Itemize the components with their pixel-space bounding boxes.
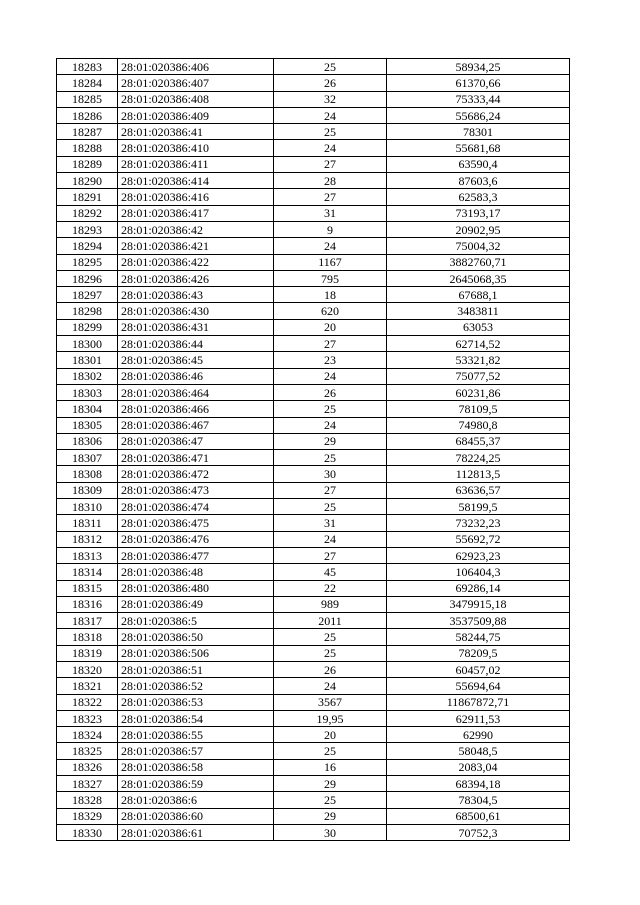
table-row (57, 710, 570, 726)
value-cell: 70752,3 (387, 824, 570, 840)
row-number-cell: 18284 (57, 75, 118, 91)
cadastral-number-cell: 28:01:020386:471 (118, 450, 274, 466)
table-row (57, 59, 570, 75)
area-cell: 27 (274, 189, 387, 205)
row-number-cell: 18316 (57, 596, 118, 612)
table-row (57, 433, 570, 449)
value-cell: 63590,4 (387, 156, 570, 172)
row-number-cell: 18303 (57, 384, 118, 400)
area-cell: 31 (274, 515, 387, 531)
cadastral-number-cell: 28:01:020386:411 (118, 156, 274, 172)
table-row (57, 221, 570, 237)
cadastral-number-cell: 28:01:020386:43 (118, 287, 274, 303)
cadastral-number-cell: 28:01:020386:472 (118, 466, 274, 482)
table-row (57, 727, 570, 743)
cadastral-number-cell: 28:01:020386:55 (118, 727, 274, 743)
value-cell: 55694,64 (387, 678, 570, 694)
value-cell: 75333,44 (387, 91, 570, 107)
area-cell: 20 (274, 727, 387, 743)
value-cell: 68455,37 (387, 433, 570, 449)
cadastral-number-cell: 28:01:020386:409 (118, 107, 274, 123)
table-row (57, 466, 570, 482)
row-number-cell: 18307 (57, 450, 118, 466)
cadastral-number-cell: 28:01:020386:58 (118, 759, 274, 775)
cadastral-number-cell: 28:01:020386:59 (118, 776, 274, 792)
row-number-cell: 18326 (57, 759, 118, 775)
cadastral-number-cell: 28:01:020386:5 (118, 613, 274, 629)
row-number-cell: 18299 (57, 319, 118, 335)
cadastral-number-cell: 28:01:020386:464 (118, 384, 274, 400)
cadastral-number-cell: 28:01:020386:407 (118, 75, 274, 91)
area-cell: 27 (274, 336, 387, 352)
area-cell: 32 (274, 91, 387, 107)
value-cell: 69286,14 (387, 580, 570, 596)
row-number-cell: 18283 (57, 59, 118, 75)
value-cell: 74980,8 (387, 417, 570, 433)
cadastral-number-cell: 28:01:020386:408 (118, 91, 274, 107)
table-row (57, 645, 570, 661)
value-cell: 78301 (387, 124, 570, 140)
data-table (56, 58, 570, 841)
row-number-cell: 18293 (57, 221, 118, 237)
value-cell: 3537509,88 (387, 613, 570, 629)
row-number-cell: 18318 (57, 629, 118, 645)
row-number-cell: 18297 (57, 287, 118, 303)
value-cell: 106404,3 (387, 564, 570, 580)
value-cell: 75004,32 (387, 238, 570, 254)
table-row (57, 613, 570, 629)
cadastral-number-cell: 28:01:020386:47 (118, 433, 274, 449)
cadastral-number-cell: 28:01:020386:475 (118, 515, 274, 531)
row-number-cell: 18294 (57, 238, 118, 254)
area-cell: 1167 (274, 254, 387, 270)
table-row (57, 75, 570, 91)
row-number-cell: 18314 (57, 564, 118, 580)
area-cell: 23 (274, 352, 387, 368)
table-row (57, 91, 570, 107)
cadastral-number-cell: 28:01:020386:426 (118, 270, 274, 286)
row-number-cell: 18315 (57, 580, 118, 596)
table-row (57, 759, 570, 775)
cadastral-number-cell: 28:01:020386:54 (118, 710, 274, 726)
value-cell: 78209,5 (387, 645, 570, 661)
table-row (57, 303, 570, 319)
row-number-cell: 18308 (57, 466, 118, 482)
table-row (57, 173, 570, 189)
table-row (57, 336, 570, 352)
table-row (57, 205, 570, 221)
row-number-cell: 18286 (57, 107, 118, 123)
cadastral-number-cell: 28:01:020386:60 (118, 808, 274, 824)
table-row (57, 531, 570, 547)
cadastral-number-cell: 28:01:020386:431 (118, 319, 274, 335)
area-cell: 25 (274, 59, 387, 75)
cadastral-number-cell: 28:01:020386:52 (118, 678, 274, 694)
table-row (57, 368, 570, 384)
cadastral-number-cell: 28:01:020386:6 (118, 792, 274, 808)
value-cell: 73193,17 (387, 205, 570, 221)
area-cell: 29 (274, 776, 387, 792)
table-row (57, 629, 570, 645)
value-cell: 3479915,18 (387, 596, 570, 612)
value-cell: 2645068,35 (387, 270, 570, 286)
value-cell: 62990 (387, 727, 570, 743)
value-cell: 11867872,71 (387, 694, 570, 710)
cadastral-number-cell: 28:01:020386:61 (118, 824, 274, 840)
area-cell: 24 (274, 678, 387, 694)
row-number-cell: 18309 (57, 482, 118, 498)
area-cell: 26 (274, 75, 387, 91)
table-row (57, 792, 570, 808)
value-cell: 112813,5 (387, 466, 570, 482)
value-cell: 55681,68 (387, 140, 570, 156)
cadastral-number-cell: 28:01:020386:57 (118, 743, 274, 759)
area-cell: 24 (274, 238, 387, 254)
row-number-cell: 18317 (57, 613, 118, 629)
cadastral-number-cell: 28:01:020386:42 (118, 221, 274, 237)
area-cell: 27 (274, 482, 387, 498)
cadastral-number-cell: 28:01:020386:480 (118, 580, 274, 596)
table-row (57, 678, 570, 694)
table-body (57, 59, 570, 841)
value-cell: 67688,1 (387, 287, 570, 303)
row-number-cell: 18330 (57, 824, 118, 840)
table-row (57, 156, 570, 172)
area-cell: 25 (274, 124, 387, 140)
area-cell: 3567 (274, 694, 387, 710)
value-cell: 58199,5 (387, 499, 570, 515)
table-row (57, 547, 570, 563)
value-cell: 75077,52 (387, 368, 570, 384)
table-row (57, 140, 570, 156)
area-cell: 24 (274, 368, 387, 384)
value-cell: 73232,23 (387, 515, 570, 531)
area-cell: 22 (274, 580, 387, 596)
cadastral-number-cell: 28:01:020386:49 (118, 596, 274, 612)
area-cell: 25 (274, 499, 387, 515)
table-row (57, 352, 570, 368)
area-cell: 27 (274, 547, 387, 563)
row-number-cell: 18329 (57, 808, 118, 824)
value-cell: 55686,24 (387, 107, 570, 123)
row-number-cell: 18327 (57, 776, 118, 792)
row-number-cell: 18321 (57, 678, 118, 694)
row-number-cell: 18288 (57, 140, 118, 156)
row-number-cell: 18285 (57, 91, 118, 107)
area-cell: 2011 (274, 613, 387, 629)
row-number-cell: 18322 (57, 694, 118, 710)
value-cell: 78109,5 (387, 401, 570, 417)
area-cell: 795 (274, 270, 387, 286)
value-cell: 62583,3 (387, 189, 570, 205)
cadastral-number-cell: 28:01:020386:41 (118, 124, 274, 140)
area-cell: 30 (274, 466, 387, 482)
row-number-cell: 18289 (57, 156, 118, 172)
row-number-cell: 18296 (57, 270, 118, 286)
table-row (57, 238, 570, 254)
cadastral-number-cell: 28:01:020386:466 (118, 401, 274, 417)
table-row (57, 515, 570, 531)
row-number-cell: 18320 (57, 661, 118, 677)
row-number-cell: 18302 (57, 368, 118, 384)
table-row (57, 824, 570, 840)
row-number-cell: 18290 (57, 173, 118, 189)
value-cell: 20902,95 (387, 221, 570, 237)
table-row (57, 384, 570, 400)
area-cell: 31 (274, 205, 387, 221)
value-cell: 68500,61 (387, 808, 570, 824)
value-cell: 68394,18 (387, 776, 570, 792)
table-row (57, 319, 570, 335)
cadastral-number-cell: 28:01:020386:474 (118, 499, 274, 515)
table-row (57, 776, 570, 792)
cadastral-number-cell: 28:01:020386:467 (118, 417, 274, 433)
value-cell: 58048,5 (387, 743, 570, 759)
row-number-cell: 18311 (57, 515, 118, 531)
value-cell: 58244,75 (387, 629, 570, 645)
cadastral-number-cell: 28:01:020386:430 (118, 303, 274, 319)
cadastral-number-cell: 28:01:020386:414 (118, 173, 274, 189)
row-number-cell: 18323 (57, 710, 118, 726)
area-cell: 29 (274, 808, 387, 824)
value-cell: 87603,6 (387, 173, 570, 189)
value-cell: 2083,04 (387, 759, 570, 775)
value-cell: 78304,5 (387, 792, 570, 808)
table-row (57, 189, 570, 205)
cadastral-number-cell: 28:01:020386:473 (118, 482, 274, 498)
value-cell: 55692,72 (387, 531, 570, 547)
table-row (57, 661, 570, 677)
area-cell: 989 (274, 596, 387, 612)
row-number-cell: 18312 (57, 531, 118, 547)
table-row (57, 270, 570, 286)
area-cell: 45 (274, 564, 387, 580)
value-cell: 53321,82 (387, 352, 570, 368)
value-cell: 62923,23 (387, 547, 570, 563)
row-number-cell: 18287 (57, 124, 118, 140)
row-number-cell: 18305 (57, 417, 118, 433)
value-cell: 62911,53 (387, 710, 570, 726)
cadastral-number-cell: 28:01:020386:506 (118, 645, 274, 661)
table-row (57, 808, 570, 824)
value-cell: 3882760,71 (387, 254, 570, 270)
cadastral-number-cell: 28:01:020386:50 (118, 629, 274, 645)
table-row (57, 417, 570, 433)
table-row (57, 596, 570, 612)
cadastral-number-cell: 28:01:020386:44 (118, 336, 274, 352)
cadastral-number-cell: 28:01:020386:422 (118, 254, 274, 270)
area-cell: 26 (274, 661, 387, 677)
table-row (57, 401, 570, 417)
table-row (57, 254, 570, 270)
table-row (57, 450, 570, 466)
area-cell: 25 (274, 645, 387, 661)
value-cell: 60231,86 (387, 384, 570, 400)
area-cell: 620 (274, 303, 387, 319)
area-cell: 18 (274, 287, 387, 303)
area-cell: 24 (274, 107, 387, 123)
table-row (57, 124, 570, 140)
row-number-cell: 18310 (57, 499, 118, 515)
row-number-cell: 18298 (57, 303, 118, 319)
table-row (57, 107, 570, 123)
area-cell: 9 (274, 221, 387, 237)
area-cell: 25 (274, 629, 387, 645)
area-cell: 25 (274, 401, 387, 417)
area-cell: 16 (274, 759, 387, 775)
table-row (57, 580, 570, 596)
row-number-cell: 18291 (57, 189, 118, 205)
area-cell: 25 (274, 450, 387, 466)
value-cell: 58934,25 (387, 59, 570, 75)
cadastral-number-cell: 28:01:020386:45 (118, 352, 274, 368)
table-row (57, 287, 570, 303)
value-cell: 63053 (387, 319, 570, 335)
cadastral-number-cell: 28:01:020386:410 (118, 140, 274, 156)
value-cell: 63636,57 (387, 482, 570, 498)
table-row (57, 694, 570, 710)
cadastral-number-cell: 28:01:020386:421 (118, 238, 274, 254)
value-cell: 61370,66 (387, 75, 570, 91)
table-row (57, 482, 570, 498)
area-cell: 29 (274, 433, 387, 449)
row-number-cell: 18301 (57, 352, 118, 368)
row-number-cell: 18319 (57, 645, 118, 661)
row-number-cell: 18292 (57, 205, 118, 221)
cadastral-number-cell: 28:01:020386:406 (118, 59, 274, 75)
area-cell: 25 (274, 743, 387, 759)
table-row (57, 743, 570, 759)
table-row (57, 564, 570, 580)
cadastral-number-cell: 28:01:020386:477 (118, 547, 274, 563)
cadastral-number-cell: 28:01:020386:416 (118, 189, 274, 205)
area-cell: 27 (274, 156, 387, 172)
area-cell: 25 (274, 792, 387, 808)
row-number-cell: 18328 (57, 792, 118, 808)
cadastral-number-cell: 28:01:020386:51 (118, 661, 274, 677)
value-cell: 62714,52 (387, 336, 570, 352)
area-cell: 28 (274, 173, 387, 189)
row-number-cell: 18304 (57, 401, 118, 417)
row-number-cell: 18300 (57, 336, 118, 352)
area-cell: 26 (274, 384, 387, 400)
value-cell: 3483811 (387, 303, 570, 319)
row-number-cell: 18325 (57, 743, 118, 759)
area-cell: 20 (274, 319, 387, 335)
area-cell: 19,95 (274, 710, 387, 726)
row-number-cell: 18313 (57, 547, 118, 563)
cadastral-number-cell: 28:01:020386:417 (118, 205, 274, 221)
cadastral-number-cell: 28:01:020386:48 (118, 564, 274, 580)
area-cell: 24 (274, 140, 387, 156)
cadastral-number-cell: 28:01:020386:476 (118, 531, 274, 547)
area-cell: 30 (274, 824, 387, 840)
row-number-cell: 18295 (57, 254, 118, 270)
cadastral-number-cell: 28:01:020386:53 (118, 694, 274, 710)
value-cell: 78224,25 (387, 450, 570, 466)
cadastral-number-cell: 28:01:020386:46 (118, 368, 274, 384)
table-row (57, 499, 570, 515)
row-number-cell: 18324 (57, 727, 118, 743)
row-number-cell: 18306 (57, 433, 118, 449)
area-cell: 24 (274, 417, 387, 433)
value-cell: 60457,02 (387, 661, 570, 677)
area-cell: 24 (274, 531, 387, 547)
